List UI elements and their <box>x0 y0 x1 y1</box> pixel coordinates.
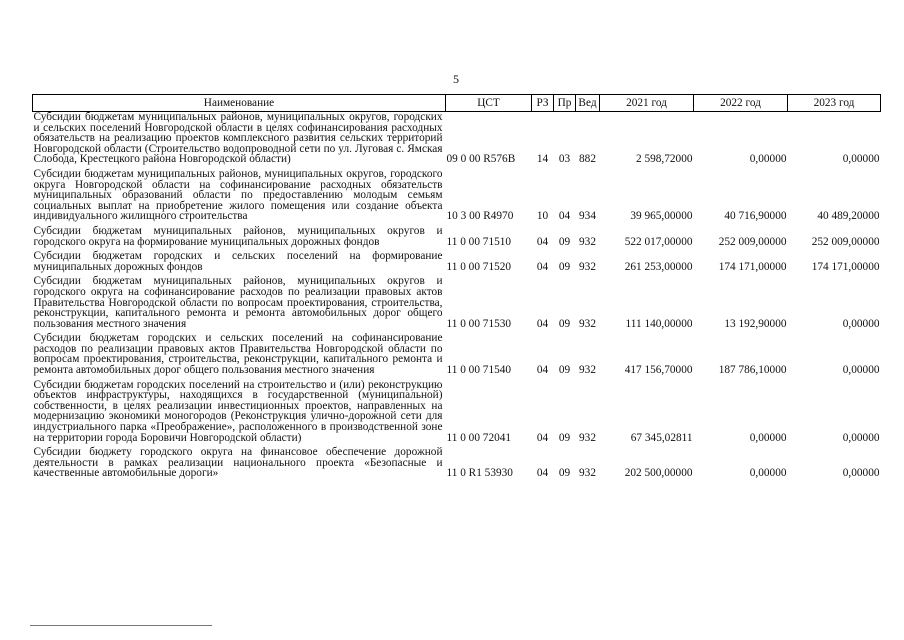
row-rz: 04 <box>536 317 549 330</box>
row-2022: 0,00000 <box>749 467 787 480</box>
row-name: Субсидии бюджетам муниципальных районов, муниципальных округов и городского округа на софинансирование расходов по реализации правовых актов Правительства Новгородской области по вопросам проектирования, строительства, реконструкции, капитального ремонта и ремонта автомобильных дорог общего пользования местного значения <box>33 275 443 330</box>
header-name: Наименование <box>33 95 446 112</box>
row-2022: 174 171,00000 <box>718 260 787 273</box>
table-row <box>33 380 881 444</box>
row-2023: 174 171,00000 <box>811 260 880 273</box>
row-ved: 934 <box>579 210 596 223</box>
row-rz: 14 <box>536 153 549 166</box>
row-pr: 03 <box>558 153 571 166</box>
header-2022: 2022 год <box>694 95 788 112</box>
row-pr: 09 <box>558 317 571 330</box>
row-rz: 04 <box>536 364 549 377</box>
row-2021: 2 598,72000 <box>636 153 693 166</box>
table-row <box>33 169 881 222</box>
row-2023: 252 009,00000 <box>811 235 880 248</box>
row-2021: 261 253,00000 <box>624 260 693 273</box>
table-row <box>33 447 881 479</box>
row-2022: 40 716,90000 <box>724 210 787 223</box>
header-rz: РЗ <box>532 95 554 112</box>
row-name: Субсидии бюджетам муниципальных районов, муниципальных округов, городского округа Новгородской области на софинансирование расходных обязательств муниципальных образований области по предоставлению молодым семьям социальных выплат на приобретение жилого помещения или создание объекта индивидуального жилищного строительства <box>33 167 443 223</box>
table-row <box>33 251 881 272</box>
row-rz: 04 <box>536 235 549 248</box>
row-ved: 932 <box>579 467 596 480</box>
header-2021: 2021 год <box>600 95 694 112</box>
row-2022: 252 009,00000 <box>718 235 787 248</box>
row-ved: 932 <box>579 431 596 444</box>
row-ved: 932 <box>579 364 596 377</box>
table-row <box>33 276 881 329</box>
header-row <box>33 95 881 112</box>
row-2022: 13 192,90000 <box>724 317 787 330</box>
row-cst: 11 0 00 71520 <box>446 260 512 273</box>
row-2022: 0,00000 <box>749 153 787 166</box>
header-ved: Вед <box>576 95 600 112</box>
row-2021: 202 500,00000 <box>624 467 693 480</box>
row-ved: 932 <box>579 317 596 330</box>
budget-table <box>32 94 881 479</box>
row-cst: 10 3 00 R4970 <box>446 210 514 223</box>
row-2021: 111 140,00000 <box>625 317 693 330</box>
row-pr: 09 <box>558 364 571 377</box>
row-cst: 11 0 R1 53930 <box>446 467 513 480</box>
row-name: Субсидии бюджетам городских и сельских поселений на софинансирование расходов по реализации правовых актов Правительства Новгородской области по вопросам проектирования, строительства, реконструкции, капитального ремонта и ремонта автомобильных дорог общего пользования местного значения <box>33 332 443 377</box>
header-pr: Пр <box>554 95 576 112</box>
row-pr: 04 <box>558 210 571 223</box>
row-name: Субсидии бюджету городского округа на финансовое обеспечение дорожной деятельности в рамках реализации национального проекта «Безопасные и качественные автомобильные дороги» <box>33 446 443 480</box>
row-2021: 522 017,00000 <box>624 235 693 248</box>
row-2021: 39 965,00000 <box>630 210 693 223</box>
row-2023: 0,00000 <box>842 153 880 166</box>
row-pr: 09 <box>558 260 571 273</box>
row-2023: 0,00000 <box>842 317 880 330</box>
row-cst: 11 0 00 71530 <box>446 317 512 330</box>
page-number: 5 <box>453 72 459 86</box>
row-pr: 09 <box>558 467 571 480</box>
row-name: Субсидии бюджетам муниципальных районов, муниципальных округов, городских и сельских поселений Новгородской области в целях софинансирования расходных обязательств на реализацию проектов комплексного развития сельских территорий Новгородской области (Строительство водопроводной сети по ул. Луговая с. Ямская Слобода, Крестецкого района Новгородской области) <box>33 111 443 166</box>
table-row <box>33 333 881 375</box>
footer-divider <box>30 625 212 626</box>
row-2022: 0,00000 <box>749 431 787 444</box>
row-2023: 40 489,20000 <box>817 210 880 223</box>
row-ved: 882 <box>579 153 596 166</box>
row-2021: 417 156,70000 <box>624 364 693 377</box>
table-row <box>33 112 881 165</box>
row-name: Субсидии бюджетам муниципальных районов, муниципальных округов и городского округа на формирование муниципальных дорожных фондов <box>33 224 443 248</box>
row-ved: 932 <box>579 260 596 273</box>
row-rz: 04 <box>536 431 549 444</box>
row-2023: 0,00000 <box>842 364 880 377</box>
row-name: Субсидии бюджетам городских поселений на строительство и (или) реконструкцию объектов инфраструктуры, находящихся в государственной (муниципальной) собственности, в целях реализации инвестиционных проектов, направленных на модернизацию экономики моногородов (Реконструкция улично-дорожной сети для индустриального парка «Преображение», расположенного в производственной зоне на территории города Боровичи Новгородской области) <box>33 378 443 444</box>
header-2023: 2023 год <box>788 95 881 112</box>
row-cst: 11 0 00 72041 <box>446 431 512 444</box>
row-cst: 09 0 00 R576B <box>446 153 516 166</box>
row-2023: 0,00000 <box>842 431 880 444</box>
table-row <box>33 226 881 247</box>
row-ved: 932 <box>579 235 596 248</box>
row-2023: 0,00000 <box>842 467 880 480</box>
row-cst: 11 0 00 71540 <box>446 364 512 377</box>
row-2021: 67 345,02811 <box>630 431 693 444</box>
row-pr: 09 <box>558 431 571 444</box>
row-cst: 11 0 00 71510 <box>446 235 512 248</box>
row-rz: 04 <box>536 467 549 480</box>
row-rz: 10 <box>536 210 549 223</box>
row-2022: 187 786,10000 <box>718 364 787 377</box>
row-pr: 09 <box>558 235 571 248</box>
row-rz: 04 <box>536 260 549 273</box>
row-name: Субсидии бюджетам городских и сельских поселений на формирование муниципальных дорожных фондов <box>33 250 443 273</box>
header-cst: ЦСТ <box>446 95 532 112</box>
